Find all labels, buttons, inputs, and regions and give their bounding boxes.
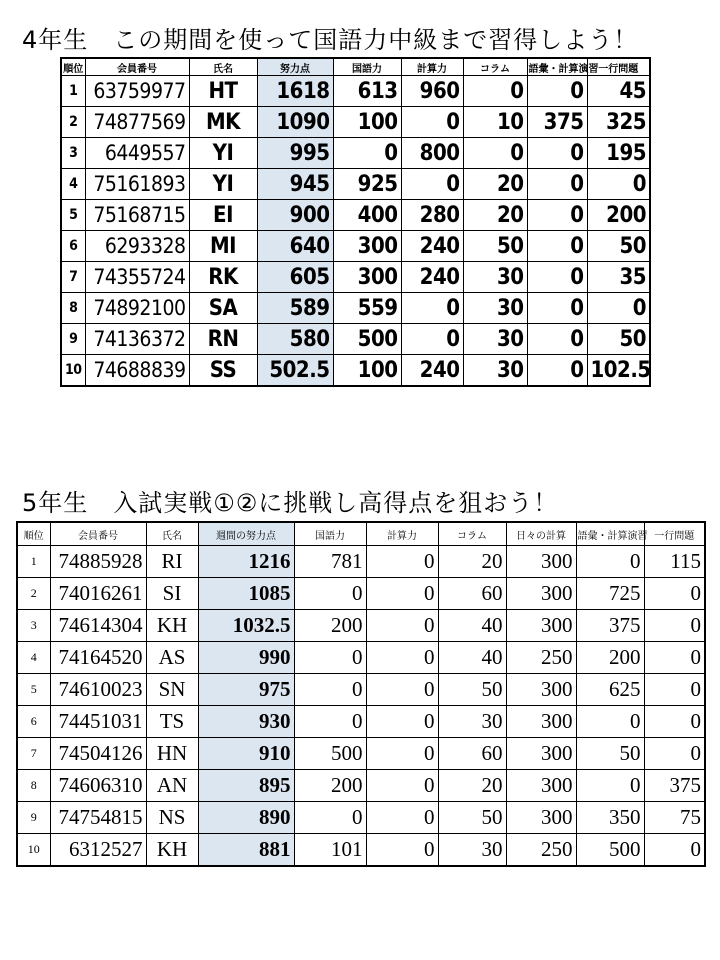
cell-ichigyo: 325 bbox=[587, 107, 650, 138]
table-row bbox=[61, 76, 650, 107]
cell-column: 30 bbox=[438, 706, 506, 738]
cell-effort: 995 bbox=[257, 138, 333, 169]
cell-goi: 0 bbox=[576, 546, 644, 578]
table-row bbox=[61, 262, 650, 293]
table-row bbox=[17, 738, 705, 770]
cell-keisan: 0 bbox=[366, 642, 438, 674]
cell-hibi: 300 bbox=[506, 578, 576, 610]
cell-column: 20 bbox=[438, 546, 506, 578]
table-row bbox=[17, 834, 705, 867]
cell-ichigyo: 0 bbox=[587, 293, 650, 324]
table-row bbox=[17, 610, 705, 642]
cell-kokugo: 500 bbox=[294, 738, 366, 770]
cell-rank: 3 bbox=[17, 610, 50, 642]
table-row bbox=[61, 200, 650, 231]
cell-column: 0 bbox=[463, 76, 527, 107]
cell-rank: 2 bbox=[17, 578, 50, 610]
table-row bbox=[17, 770, 705, 802]
header-name: 氏名 bbox=[189, 58, 257, 76]
cell-name: KH bbox=[146, 834, 198, 867]
cell-rank: 9 bbox=[17, 802, 50, 834]
cell-effort: 900 bbox=[257, 200, 333, 231]
cell-member: 6312527 bbox=[50, 834, 146, 867]
cell-keisan: 240 bbox=[401, 262, 463, 293]
cell-keisan: 0 bbox=[366, 578, 438, 610]
cell-goi: 350 bbox=[576, 802, 644, 834]
cell-keisan: 240 bbox=[401, 231, 463, 262]
header-column: コラム bbox=[438, 522, 506, 546]
cell-kokugo: 0 bbox=[294, 578, 366, 610]
cell-keisan: 0 bbox=[401, 169, 463, 200]
header-member-number: 会員番号 bbox=[85, 58, 189, 76]
cell-keisan: 0 bbox=[366, 546, 438, 578]
cell-kokugo: 0 bbox=[333, 138, 401, 169]
cell-member: 6449557 bbox=[85, 138, 189, 169]
cell-effort: 580 bbox=[257, 324, 333, 355]
cell-ichigyo: 115 bbox=[644, 546, 705, 578]
cell-member: 74136372 bbox=[85, 324, 189, 355]
cell-rank: 3 bbox=[61, 138, 85, 169]
cell-keisan: 0 bbox=[401, 293, 463, 324]
cell-column: 30 bbox=[463, 324, 527, 355]
cell-rank: 2 bbox=[61, 107, 85, 138]
cell-goi: 0 bbox=[527, 231, 587, 262]
cell-member: 74606310 bbox=[50, 770, 146, 802]
cell-kokugo: 0 bbox=[294, 642, 366, 674]
cell-goi: 200 bbox=[576, 642, 644, 674]
cell-name: RI bbox=[146, 546, 198, 578]
cell-member: 63759977 bbox=[85, 76, 189, 107]
cell-kokugo: 300 bbox=[333, 231, 401, 262]
cell-goi: 0 bbox=[576, 706, 644, 738]
cell-effort: 910 bbox=[198, 738, 294, 770]
cell-effort: 502.5 bbox=[257, 355, 333, 387]
cell-column: 30 bbox=[438, 834, 506, 867]
cell-name: YI bbox=[189, 169, 257, 200]
cell-keisan: 0 bbox=[366, 770, 438, 802]
cell-ichigyo: 50 bbox=[587, 231, 650, 262]
header-column: コラム bbox=[463, 58, 527, 76]
cell-column: 20 bbox=[463, 200, 527, 231]
cell-effort: 890 bbox=[198, 802, 294, 834]
cell-ichigyo: 0 bbox=[644, 706, 705, 738]
cell-name: SI bbox=[146, 578, 198, 610]
cell-member: 74754815 bbox=[50, 802, 146, 834]
cell-ichigyo: 0 bbox=[644, 834, 705, 867]
cell-member: 74016261 bbox=[50, 578, 146, 610]
cell-goi: 500 bbox=[576, 834, 644, 867]
cell-name: RK bbox=[189, 262, 257, 293]
cell-rank: 6 bbox=[17, 706, 50, 738]
cell-keisan: 960 bbox=[401, 76, 463, 107]
cell-name: HN bbox=[146, 738, 198, 770]
cell-member: 74610023 bbox=[50, 674, 146, 706]
cell-rank: 5 bbox=[61, 200, 85, 231]
grade4-title: 4年生 この期間を使って国語力中級まで習得しよう！ bbox=[22, 26, 639, 54]
cell-kokugo: 0 bbox=[294, 706, 366, 738]
cell-ichigyo: 102.5 bbox=[587, 355, 650, 387]
cell-effort: 1090 bbox=[257, 107, 333, 138]
cell-member: 6293328 bbox=[85, 231, 189, 262]
cell-ichigyo: 0 bbox=[587, 169, 650, 200]
cell-column: 50 bbox=[438, 674, 506, 706]
cell-member: 74504126 bbox=[50, 738, 146, 770]
cell-effort: 895 bbox=[198, 770, 294, 802]
cell-goi: 0 bbox=[527, 76, 587, 107]
cell-hibi: 300 bbox=[506, 610, 576, 642]
table-row bbox=[61, 231, 650, 262]
cell-member: 74688839 bbox=[85, 355, 189, 387]
cell-name: EI bbox=[189, 200, 257, 231]
cell-ichigyo: 0 bbox=[644, 642, 705, 674]
cell-goi: 50 bbox=[576, 738, 644, 770]
header-effort-points: 努力点 bbox=[257, 58, 333, 76]
cell-column: 50 bbox=[463, 231, 527, 262]
cell-rank: 4 bbox=[17, 642, 50, 674]
cell-column: 40 bbox=[438, 610, 506, 642]
cell-name: SS bbox=[189, 355, 257, 387]
cell-keisan: 0 bbox=[366, 706, 438, 738]
cell-kokugo: 200 bbox=[294, 770, 366, 802]
header-goi: 語彙・計算演習 bbox=[527, 58, 587, 76]
cell-column: 0 bbox=[463, 138, 527, 169]
cell-ichigyo: 45 bbox=[587, 76, 650, 107]
grade5-ranking-table bbox=[16, 521, 706, 867]
cell-hibi: 300 bbox=[506, 802, 576, 834]
cell-kokugo: 613 bbox=[333, 76, 401, 107]
cell-keisan: 0 bbox=[401, 324, 463, 355]
cell-name: MI bbox=[189, 231, 257, 262]
cell-effort: 930 bbox=[198, 706, 294, 738]
cell-name: HT bbox=[189, 76, 257, 107]
cell-effort: 945 bbox=[257, 169, 333, 200]
cell-hibi: 300 bbox=[506, 674, 576, 706]
cell-name: AN bbox=[146, 770, 198, 802]
header-goi: 語彙・計算演習 bbox=[576, 522, 644, 546]
header-rank: 順位 bbox=[61, 58, 85, 76]
cell-rank: 7 bbox=[17, 738, 50, 770]
table-row bbox=[17, 802, 705, 834]
cell-name: YI bbox=[189, 138, 257, 169]
cell-keisan: 0 bbox=[366, 738, 438, 770]
cell-kokugo: 101 bbox=[294, 834, 366, 867]
cell-member: 74164520 bbox=[50, 642, 146, 674]
cell-rank: 10 bbox=[17, 834, 50, 867]
cell-column: 40 bbox=[438, 642, 506, 674]
cell-hibi: 250 bbox=[506, 834, 576, 867]
cell-goi: 0 bbox=[527, 355, 587, 387]
header-member-number: 会員番号 bbox=[50, 522, 146, 546]
header-keisan: 計算力 bbox=[366, 522, 438, 546]
cell-effort: 640 bbox=[257, 231, 333, 262]
cell-column: 10 bbox=[463, 107, 527, 138]
cell-column: 30 bbox=[463, 262, 527, 293]
header-kokugo: 国語力 bbox=[333, 58, 401, 76]
cell-name: MK bbox=[189, 107, 257, 138]
cell-keisan: 280 bbox=[401, 200, 463, 231]
header-ichigyo: 一行問題 bbox=[644, 522, 705, 546]
grade4-table-body bbox=[61, 76, 650, 387]
cell-kokugo: 781 bbox=[294, 546, 366, 578]
cell-member: 75161893 bbox=[85, 169, 189, 200]
cell-goi: 375 bbox=[576, 610, 644, 642]
grade4-ranking-table bbox=[60, 57, 651, 387]
cell-keisan: 0 bbox=[366, 834, 438, 867]
cell-ichigyo: 375 bbox=[644, 770, 705, 802]
cell-effort: 1618 bbox=[257, 76, 333, 107]
cell-keisan: 0 bbox=[401, 107, 463, 138]
cell-name: KH bbox=[146, 610, 198, 642]
header-kokugo: 国語力 bbox=[294, 522, 366, 546]
header-ichigyo: 一行問題 bbox=[587, 58, 650, 76]
header-daily-calc: 日々の計算 bbox=[506, 522, 576, 546]
table-row bbox=[17, 642, 705, 674]
cell-kokugo: 0 bbox=[294, 674, 366, 706]
cell-effort: 589 bbox=[257, 293, 333, 324]
cell-effort: 990 bbox=[198, 642, 294, 674]
grade4-header-row bbox=[61, 58, 650, 76]
cell-kokugo: 0 bbox=[294, 802, 366, 834]
cell-ichigyo: 195 bbox=[587, 138, 650, 169]
cell-member: 74614304 bbox=[50, 610, 146, 642]
cell-rank: 1 bbox=[17, 546, 50, 578]
cell-member: 74892100 bbox=[85, 293, 189, 324]
table-row bbox=[17, 578, 705, 610]
cell-goi: 0 bbox=[576, 770, 644, 802]
table-row bbox=[61, 169, 650, 200]
cell-effort: 1085 bbox=[198, 578, 294, 610]
cell-kokugo: 925 bbox=[333, 169, 401, 200]
cell-member: 74355724 bbox=[85, 262, 189, 293]
cell-goi: 0 bbox=[527, 169, 587, 200]
cell-ichigyo: 75 bbox=[644, 802, 705, 834]
cell-ichigyo: 200 bbox=[587, 200, 650, 231]
cell-rank: 6 bbox=[61, 231, 85, 262]
cell-goi: 725 bbox=[576, 578, 644, 610]
cell-kokugo: 300 bbox=[333, 262, 401, 293]
cell-effort: 605 bbox=[257, 262, 333, 293]
table-row bbox=[17, 706, 705, 738]
cell-ichigyo: 0 bbox=[644, 738, 705, 770]
cell-ichigyo: 35 bbox=[587, 262, 650, 293]
cell-rank: 7 bbox=[61, 262, 85, 293]
header-keisan: 計算力 bbox=[401, 58, 463, 76]
cell-effort: 1216 bbox=[198, 546, 294, 578]
cell-name: NS bbox=[146, 802, 198, 834]
cell-name: TS bbox=[146, 706, 198, 738]
cell-goi: 0 bbox=[527, 200, 587, 231]
cell-hibi: 300 bbox=[506, 738, 576, 770]
cell-goi: 625 bbox=[576, 674, 644, 706]
cell-member: 75168715 bbox=[85, 200, 189, 231]
cell-ichigyo: 0 bbox=[644, 610, 705, 642]
table-row bbox=[61, 107, 650, 138]
cell-kokugo: 200 bbox=[294, 610, 366, 642]
cell-keisan: 800 bbox=[401, 138, 463, 169]
header-weekly-effort-points: 週間の努力点 bbox=[198, 522, 294, 546]
cell-column: 50 bbox=[438, 802, 506, 834]
cell-rank: 10 bbox=[61, 355, 85, 387]
cell-hibi: 250 bbox=[506, 642, 576, 674]
cell-column: 60 bbox=[438, 738, 506, 770]
cell-kokugo: 400 bbox=[333, 200, 401, 231]
cell-keisan: 240 bbox=[401, 355, 463, 387]
cell-goi: 0 bbox=[527, 293, 587, 324]
table-row bbox=[17, 546, 705, 578]
cell-keisan: 0 bbox=[366, 674, 438, 706]
cell-keisan: 0 bbox=[366, 802, 438, 834]
header-rank: 順位 bbox=[17, 522, 50, 546]
cell-keisan: 0 bbox=[366, 610, 438, 642]
cell-column: 20 bbox=[438, 770, 506, 802]
cell-name: RN bbox=[189, 324, 257, 355]
cell-kokugo: 500 bbox=[333, 324, 401, 355]
table-row bbox=[61, 324, 650, 355]
cell-rank: 9 bbox=[61, 324, 85, 355]
cell-effort: 1032.5 bbox=[198, 610, 294, 642]
cell-kokugo: 100 bbox=[333, 355, 401, 387]
cell-hibi: 300 bbox=[506, 546, 576, 578]
cell-goi: 375 bbox=[527, 107, 587, 138]
cell-rank: 8 bbox=[17, 770, 50, 802]
cell-kokugo: 559 bbox=[333, 293, 401, 324]
cell-rank: 8 bbox=[61, 293, 85, 324]
grade5-table-body bbox=[17, 546, 705, 867]
cell-rank: 5 bbox=[17, 674, 50, 706]
cell-effort: 881 bbox=[198, 834, 294, 867]
cell-ichigyo: 0 bbox=[644, 674, 705, 706]
cell-column: 20 bbox=[463, 169, 527, 200]
cell-goi: 0 bbox=[527, 262, 587, 293]
cell-member: 74451031 bbox=[50, 706, 146, 738]
cell-name: AS bbox=[146, 642, 198, 674]
cell-rank: 1 bbox=[61, 76, 85, 107]
table-row bbox=[61, 355, 650, 387]
cell-ichigyo: 0 bbox=[644, 578, 705, 610]
table-row bbox=[61, 138, 650, 169]
table-row bbox=[17, 674, 705, 706]
cell-rank: 4 bbox=[61, 169, 85, 200]
cell-column: 60 bbox=[438, 578, 506, 610]
cell-column: 30 bbox=[463, 355, 527, 387]
cell-kokugo: 100 bbox=[333, 107, 401, 138]
cell-goi: 0 bbox=[527, 324, 587, 355]
cell-hibi: 300 bbox=[506, 770, 576, 802]
header-name: 氏名 bbox=[146, 522, 198, 546]
cell-column: 30 bbox=[463, 293, 527, 324]
cell-member: 74885928 bbox=[50, 546, 146, 578]
cell-hibi: 300 bbox=[506, 706, 576, 738]
cell-member: 74877569 bbox=[85, 107, 189, 138]
table-row bbox=[61, 293, 650, 324]
cell-goi: 0 bbox=[527, 138, 587, 169]
cell-effort: 975 bbox=[198, 674, 294, 706]
cell-name: SA bbox=[189, 293, 257, 324]
grade5-header-row bbox=[17, 522, 705, 546]
grade5-title: 5年生 入試実戦①②に挑戦し高得点を狙おう！ bbox=[22, 489, 559, 517]
cell-name: SN bbox=[146, 674, 198, 706]
cell-ichigyo: 50 bbox=[587, 324, 650, 355]
